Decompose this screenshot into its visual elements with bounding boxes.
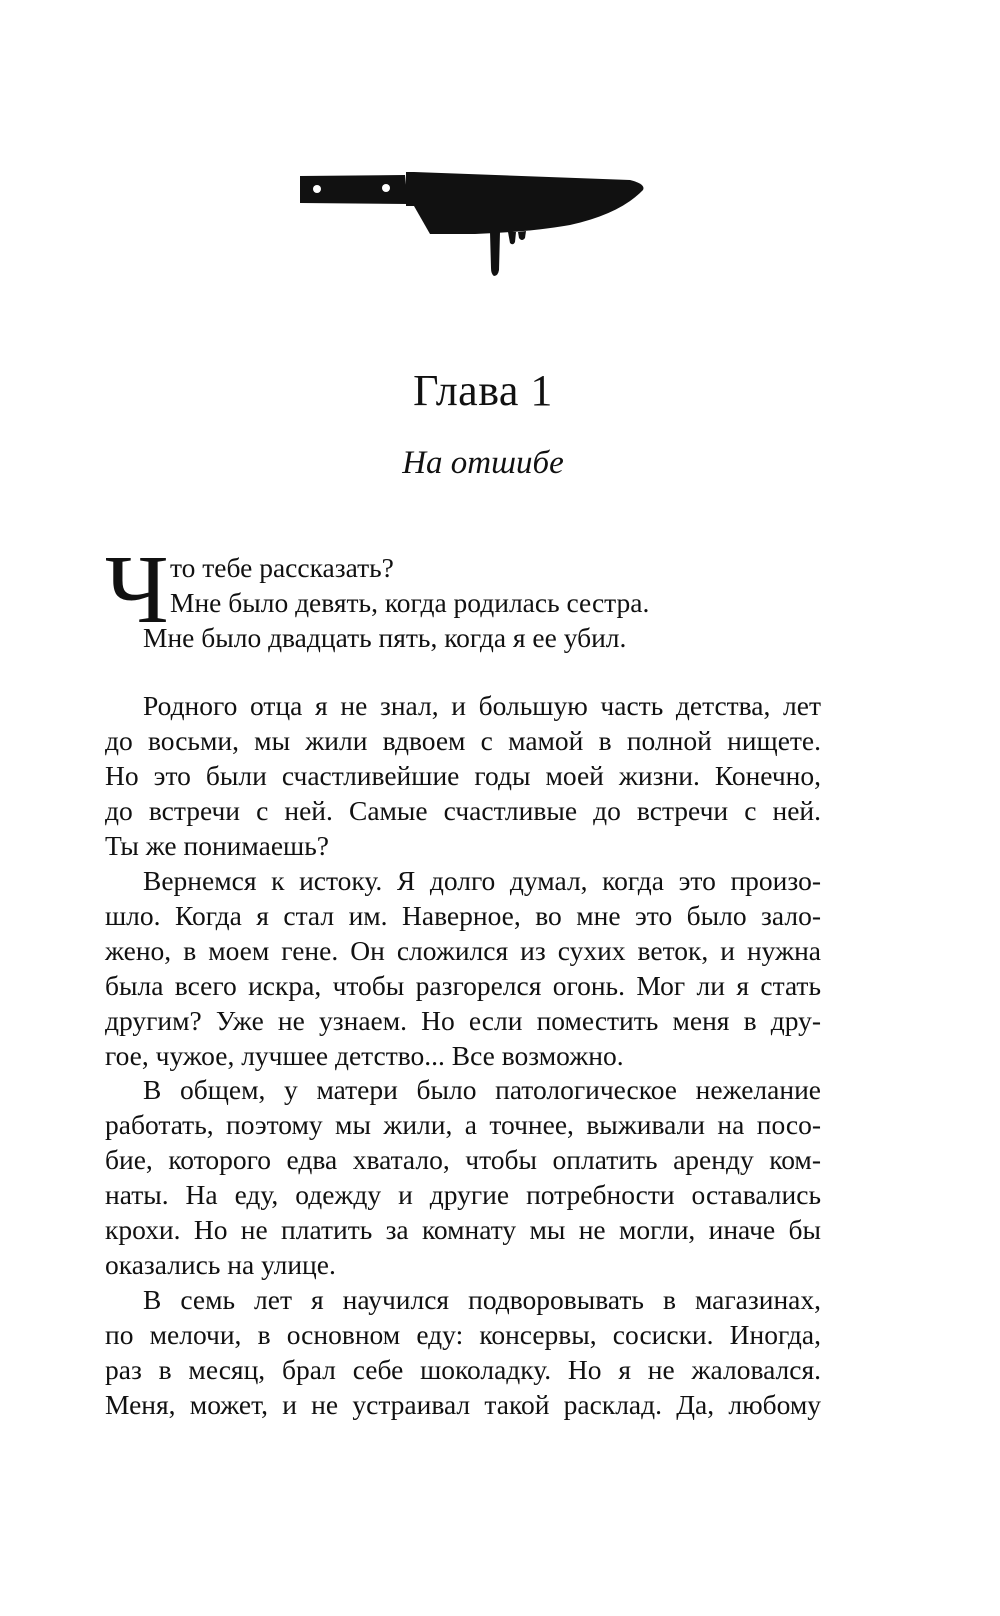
text-line: до восьми, мы жили вдвоем с мамой в полной нищете.: [105, 725, 821, 756]
opening-line: то тебе рассказать?: [170, 552, 394, 583]
text-line: Но это были счастливейшие годы моей жизни. Конечно,: [105, 760, 821, 791]
bloody-knife-icon: [300, 170, 680, 290]
text-line: В семь лет я научился подворовывать в магазинах,: [143, 1284, 821, 1315]
text-line: была всего искра, чтобы разгорелся огонь. Мог ли я стать: [105, 970, 821, 1001]
text-line: оказались на улице.: [105, 1249, 336, 1280]
text-line: Вернемся к истоку. Я долго думал, когда это произо-: [143, 865, 821, 896]
text-line: Меня, может, и не устраивал такой расклад. Да, любому: [105, 1389, 821, 1420]
text-line: крохи. Но не платить за комнату мы не могли, иначе бы: [105, 1214, 821, 1245]
text-line: по мелочи, в основном еду: консервы, сосиски. Иногда,: [105, 1319, 821, 1350]
text-line: бие, которого едва хватало, чтобы оплатить аренду ком-: [105, 1144, 821, 1175]
opening-line: Мне было двадцать пять, когда я ее убил.: [143, 622, 627, 653]
text-line: другим? Уже не узнаем. Но если поместить меня в дру-: [105, 1005, 821, 1036]
chapter-subtitle: На отшибе: [402, 445, 564, 481]
text-line: до встречи с ней. Самые счастливые до встречи с ней.: [105, 795, 821, 826]
drop-cap-letter: Ч: [105, 536, 169, 644]
text-line: шло. Когда я стал им. Наверное, во мне это было зало-: [105, 900, 821, 931]
text-line: наты. На еду, одежду и другие потребности оставались: [105, 1179, 821, 1210]
text-line: гое, чужое, лучшее детство... Все возможно.: [105, 1040, 624, 1071]
text-line: В общем, у матери было патологическое нежелание: [143, 1074, 821, 1105]
text-line: Ты же понимаешь?: [105, 830, 329, 861]
text-line: Родного отца я не знал, и большую часть детства, лет: [143, 690, 821, 721]
chapter-title: Глава 1: [413, 366, 553, 415]
opening-line: Мне было девять, когда родилась сестра.: [170, 587, 650, 618]
text-line: жено, в моем гене. Он сложился из сухих веток, и нужна: [105, 935, 821, 966]
text-line: раз в месяц, брал себе шоколадку. Но я не жаловался.: [105, 1354, 821, 1385]
text-line: работать, поэтому мы жили, а точнее, выживали на посо-: [105, 1109, 821, 1140]
